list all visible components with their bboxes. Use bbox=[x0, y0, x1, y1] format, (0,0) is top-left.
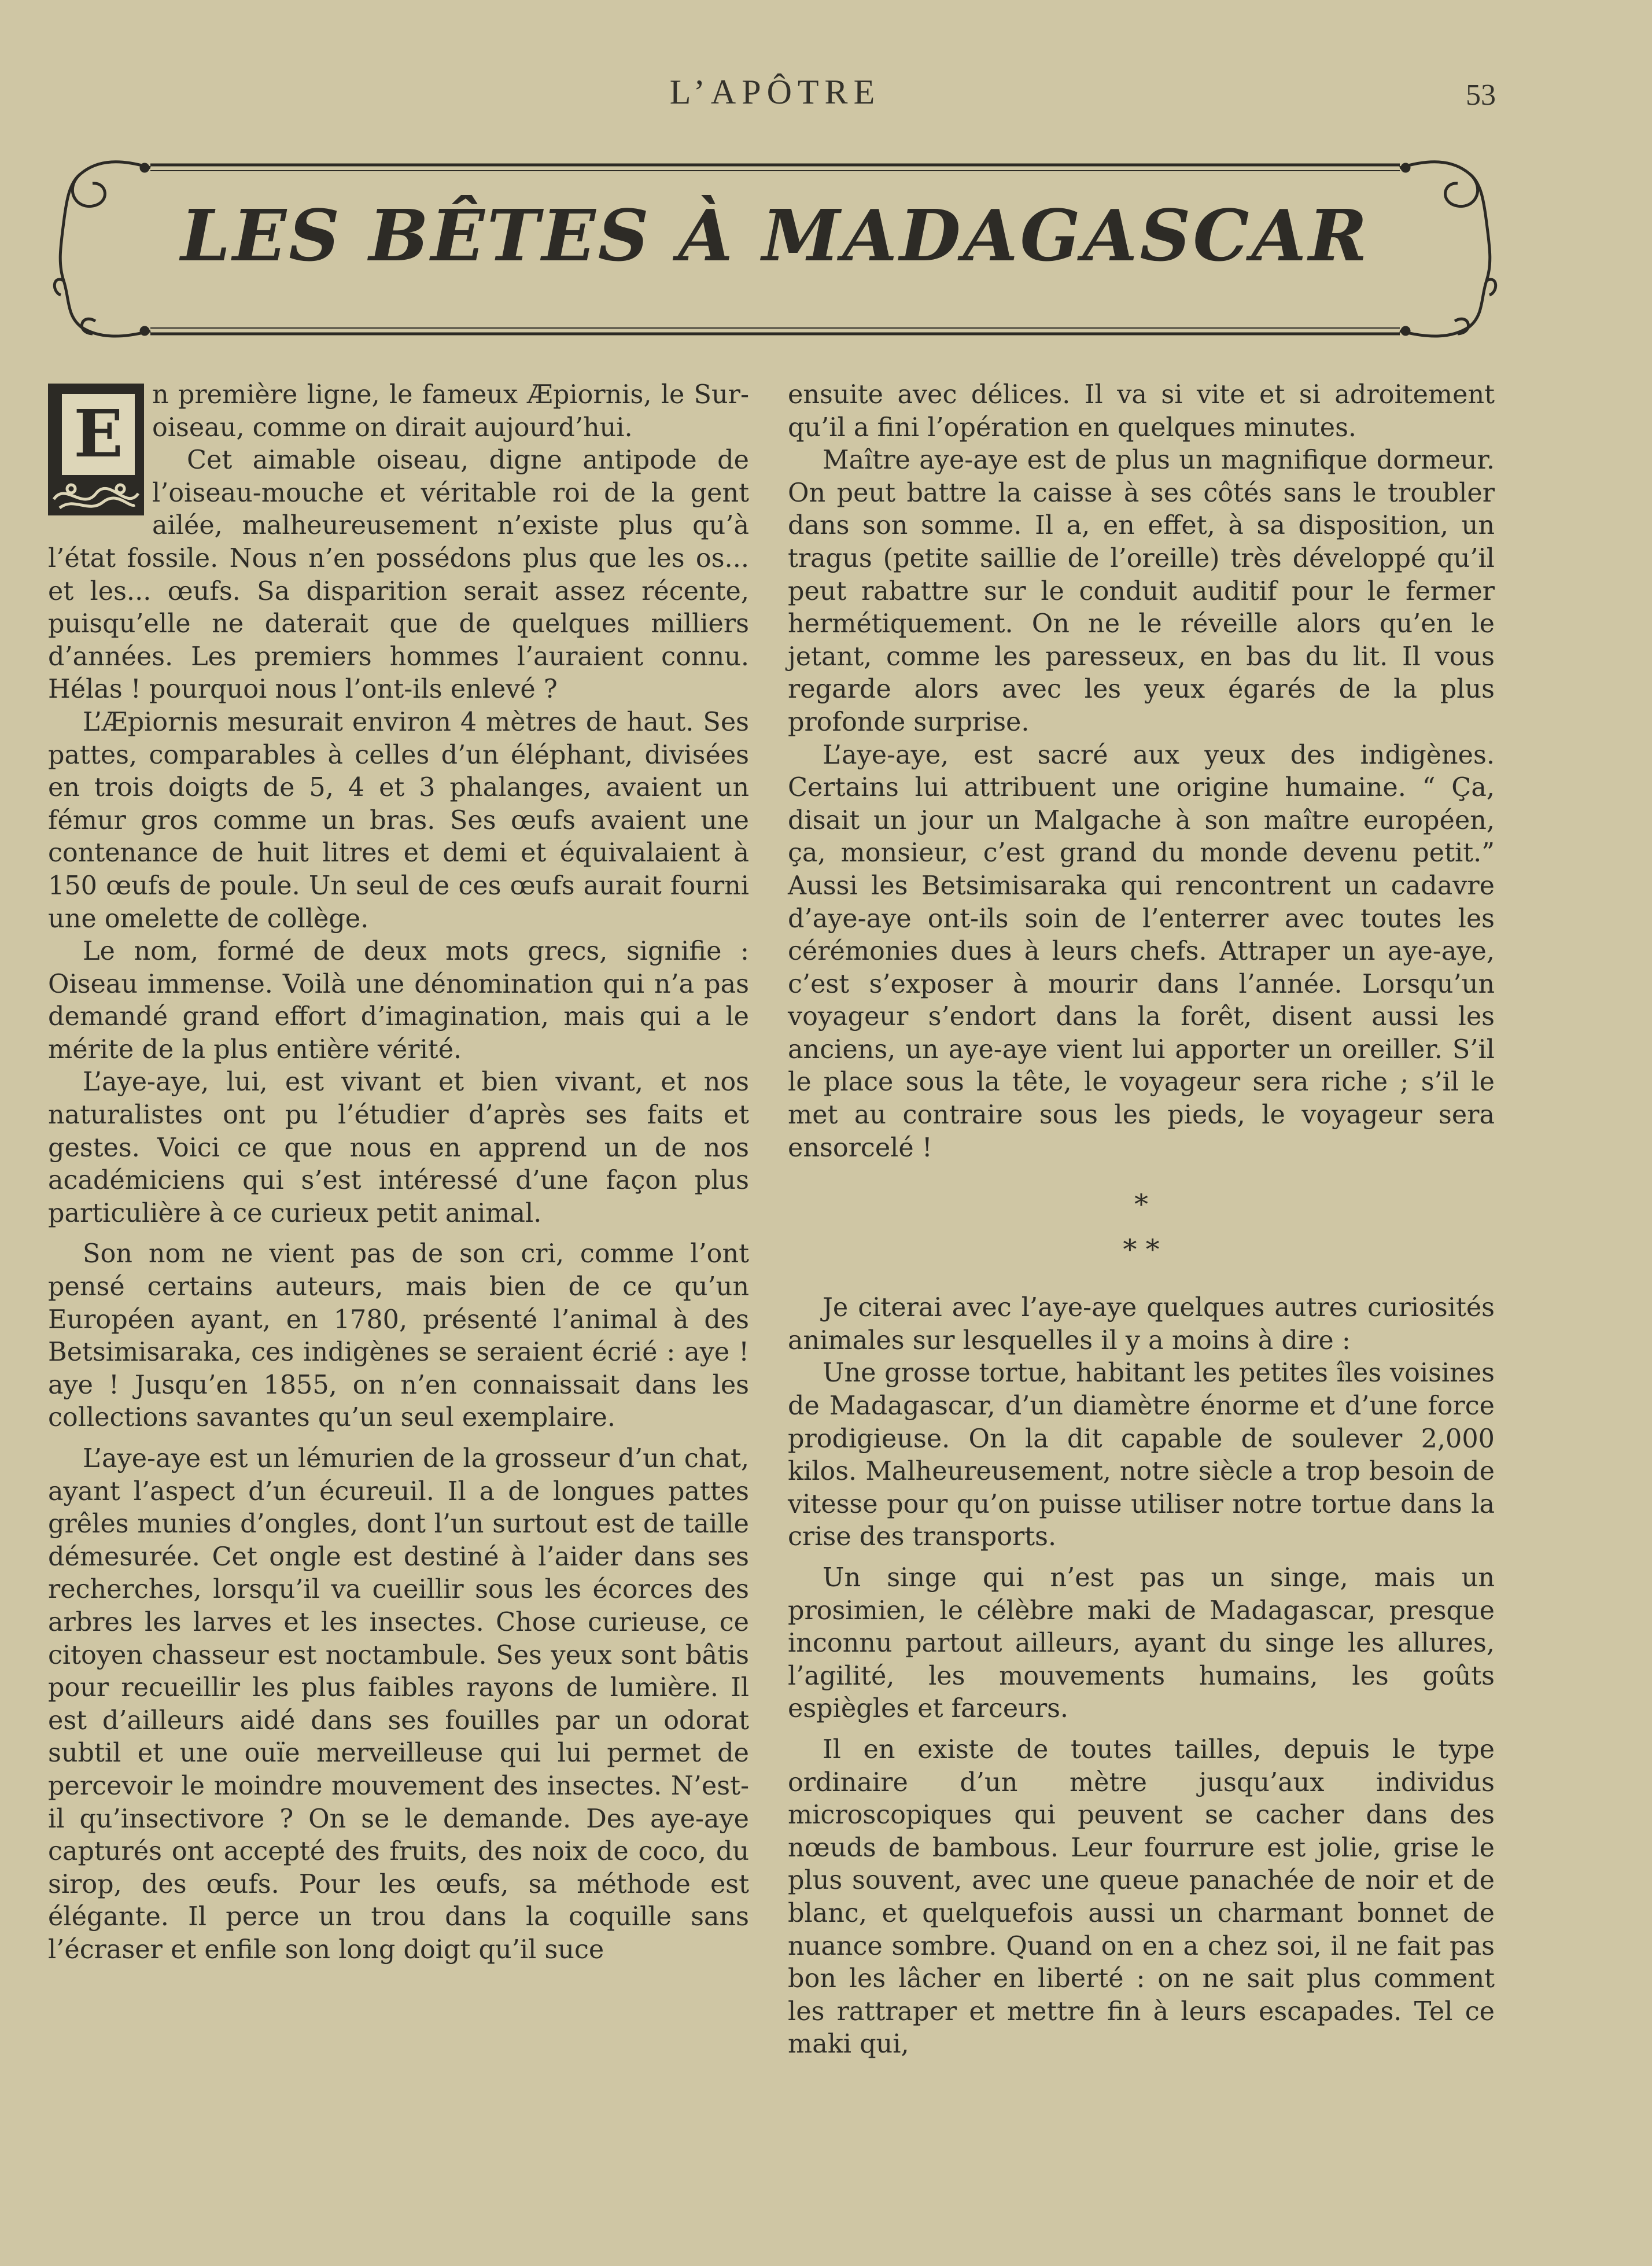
paragraph: Une grosse tortue, habitant les petites îles voisines de Madagascar, d’un diamètre énorme et d’une force prodigieuse. On la dit capable de soulever 2,000 kilos. Malheureusement, notre siècle a trop besoin de vitesse pour qu’on puisse utiliser notre tortue dans la crise des transports. bbox=[788, 1358, 1495, 1552]
title-banner bbox=[40, 148, 1510, 353]
left-column bbox=[48, 379, 749, 1967]
paragraph: L’Æpiornis mesurait environ 4 mètres de haut. Ses pattes, comparables à celles d’un éléphant, divisées en trois doigts de 5, 4 et 3 phalanges, avaient un fémur gros comme un bras. Ses œufs avaient une contenance de huit litres et demi et équivalaient à 150 œufs de poule. Un seul de ces œufs aurait fourni une omelette de collège. bbox=[48, 707, 749, 934]
running-header-title: L’APÔTRE bbox=[669, 73, 881, 111]
paragraph: Son nom ne vient pas de son cri, comme l’ont pensé certains auteurs, mais bien de ce qu’un Européen ayant, en 1780, présenté l’animal à des Betsimisaraka, ces indigènes se seraient écrié : aye ! aye ! Jusqu’en 1855, on n’en connaissait dans les collections savantes qu’un seul exemplaire. bbox=[48, 1239, 749, 1433]
paragraph: n première ligne, le fameux Æpiornis, le Sur-oiseau, comme on dirait aujourd’hui. bbox=[152, 380, 749, 443]
asterism-top: * bbox=[1134, 1188, 1148, 1221]
paragraph: Cet aimable oiseau, digne antipode de l’oiseau-mouche et véritable roi de la gent ailée, malheureusement n’existe plus qu’à l’état fossile. Nous n’en possédons plus que les os... et les... œufs. Sa disparition serait assez récente, puisqu’elle ne daterait que de quelques milliers d’années. Les premiers hommes l’auraient connu. Hélas ! pourquoi nous l’ont-ils enlevé ? bbox=[48, 445, 749, 705]
right-column bbox=[788, 379, 1495, 2061]
paragraph: Je citerai avec l’aye-aye quelques autres curiosités animales sur lesquelles il y a moins à dire : bbox=[788, 1293, 1495, 1355]
paragraph: Le nom, formé de deux mots grecs, signifie : Oiseau immense. Voilà une dénomination qui n’a pas demandé grand effort d’imagination, mais qui a le mérite de la plus entière vérité. bbox=[48, 937, 749, 1064]
paragraph: Il en existe de toutes tailles, depuis le type ordinaire d’un mètre jusqu’aux individus microscopiques qui peuvent se cacher dans des nœuds de bambous. Leur fourrure est jolie, grise le plus souvent, avec une queue panachée de noir et de blanc, et quelquefois aussi un charmant bonnet de nuance sombre. Quand on en a chez soi, il ne fait pas bon les lâcher en liberté : on ne sait plus comment les rattraper et mettre fin à leurs escapades. Tel ce maki qui, bbox=[788, 1734, 1495, 2059]
section-break-asterism bbox=[788, 1182, 1495, 1272]
asterism-bottom: * * bbox=[1123, 1233, 1160, 1266]
paragraph: L’aye-aye est un lémurien de la grosseur d’un chat, ayant l’aspect d’un écureuil. Il a de longues pattes grêles munies d’ongles, dont l’un surtout est de taille démesurée. Cet ongle est destiné à l’aider dans ses recherches, lorsqu’il va cueillir sous les écorces des arbres les larves et les insectes. Chose curieuse, ce citoyen chasseur est noctambule. Ses yeux sont bâtis pour recueillir les plus faibles rayons de lumière. Il est d’ailleurs aidé dans ses fouilles par un odorat subtil et une ouïe merveilleuse qui lui permet de percevoir le moindre mouvement des insectes. N’est-il qu’insectivore ? On se le demande. Des aye-aye capturés ont accepté des fruits, des noix de coco, du sirop, des œufs. Pour les œufs, sa méthode est élégante. Il perce un trou dans la coquille sans l’écraser et enfile son long doigt qu’il suce bbox=[48, 1444, 749, 1965]
paragraph: Un singe qui n’est pas un singe, mais un prosimien, le célèbre maki de Madagascar, presque inconnu partout ailleurs, ayant du singe les allures, l’agilité, les mouvements humains, les goûts espiègles et farceurs. bbox=[788, 1563, 1495, 1724]
dropcap-letter: E bbox=[60, 392, 137, 477]
dropcap-ornament bbox=[48, 384, 144, 515]
paragraph: L’aye-aye, lui, est vivant et bien vivant, et nos naturalistes ont pu l’étudier d’après ses faits et gestes. Voici ce que nous en apprend un de nos académiciens qui s’est intéressé d’une façon plus particulière à ce curieux petit animal. bbox=[48, 1067, 749, 1228]
page-number: 53 bbox=[1466, 79, 1496, 112]
paragraph: Maître aye-aye est de plus un magnifique dormeur. On peut battre la caisse à ses côtés sans le troubler dans son somme. Il a, en effet, à sa disposition, un tragus (petite saillie de l’oreille) très développé qu’il peut rabattre sur le conduit auditif pour le fermer hermétiquement. On ne le réveille alors qu’en le jetant, comme les paresseux, en bas du lit. Il vous regarde alors avec les yeux égarés de la plus profonde surprise. bbox=[788, 445, 1495, 737]
paragraph: ensuite avec délices. Il va si vite et si adroitement qu’il a fini l’opération en quelques minutes. bbox=[788, 380, 1495, 443]
dropcap-vine-ornament bbox=[48, 476, 144, 515]
paragraph: L’aye-aye, est sacré aux yeux des indigènes. Certains lui attribuent une origine humaine. “ Ça, disait un jour un Malgache à son maître européen, ça, monsieur, c’est grand du monde devenu petit.” Aussi les Betsimisaraka qui rencontrent un cadavre d’aye-aye ont-ils soin de l’enterrer avec toutes les cérémonies dues à leurs chefs. Attraper un aye-aye, c’est s’exposer à mourir dans l’année. Lorsqu’un voyageur s’endort dans la forêt, disent aussi les anciens, un aye-aye vient lui apporter un oreiller. S’il le place sous la tête, le voyageur sera riche ; s’il le met au contraire sous les pieds, le voyageur sera ensorcelé ! bbox=[788, 740, 1495, 1163]
article-title: LES BÊTES À MADAGASCAR bbox=[180, 194, 1370, 277]
